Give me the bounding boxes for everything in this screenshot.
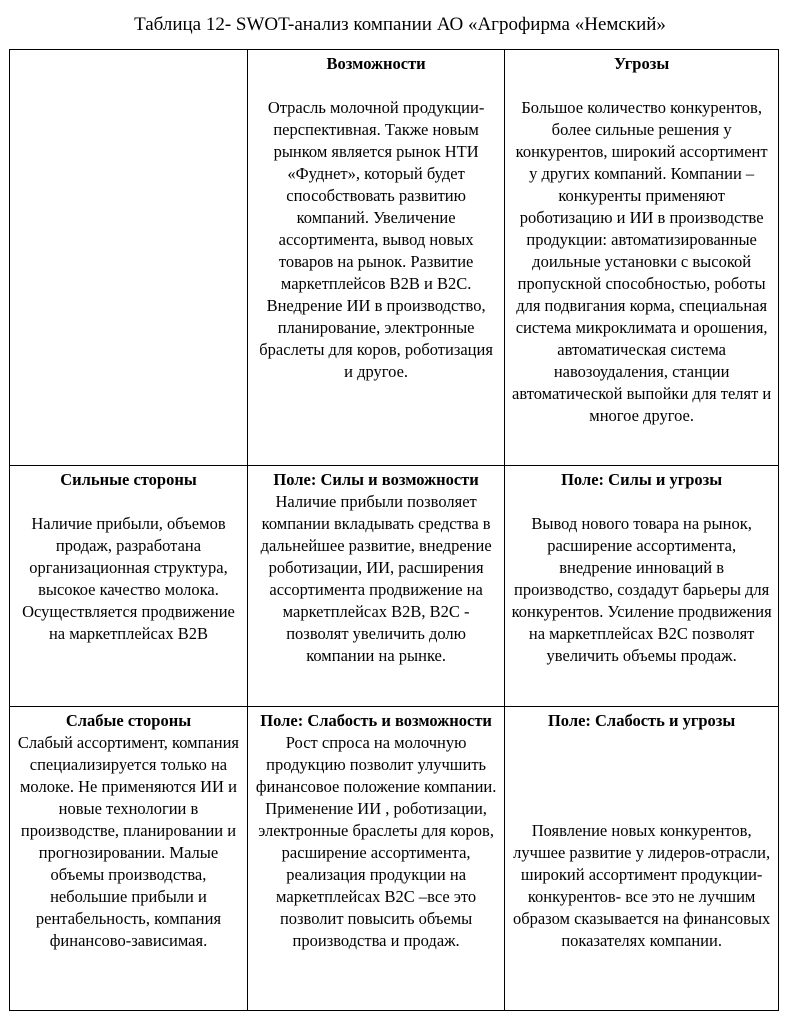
table-row-weaknesses — [10, 707, 779, 1011]
wo-heading: Поле: Слабость и возможности — [260, 711, 492, 730]
wt-heading: Поле: Слабость и угрозы — [547, 711, 736, 730]
wo-cell — [247, 707, 504, 1011]
table-caption: Таблица 12- SWOT-анализ компании АО «Агрофирма «Немский» — [134, 14, 666, 35]
opportunities-cell — [247, 50, 504, 466]
threats-text: Большое количество конкурентов, более сильные решения у конкурентов, широкий ассортимент у других компаний. Компании –конкуренты применяют роботизацию и ИИ в производстве продукции: автоматизированные доильные установки с высокой пропускной способностью, роботы для подвигания корма, специальная система микроклимата и орошения, автоматическая система навозоудаления, станции автоматической выпойки для телят и многое другое. — [512, 98, 772, 425]
so-heading: Поле: Силы и возможности — [273, 470, 479, 489]
so-cell — [247, 466, 504, 707]
weaknesses-cell — [10, 707, 248, 1011]
wt-text: Появление новых конкурентов, лучшее развитие у лидеров-отрасли, широкий ассортимент продукции- конкурентов- все это не лучшим образом сказывается на финансовых показателях компании. — [512, 821, 771, 950]
weaknesses-text: Слабый ассортимент, компания специализируется только на молоке. Не применяются ИИ и новые технологии в производстве, планировании и прогнозировании. Малые объемы производства, небольшие прибыли и рентабельность, компания финансово-зависимая. — [17, 733, 239, 950]
strengths-cell — [10, 466, 248, 707]
wt-cell — [505, 707, 779, 1011]
corner-cell — [10, 50, 248, 466]
strengths-heading: Сильные стороны — [60, 470, 197, 489]
table-row-strengths — [10, 466, 779, 707]
st-heading: Поле: Силы и угрозы — [561, 470, 723, 489]
weaknesses-heading: Слабые стороны — [65, 711, 192, 730]
st-cell — [505, 466, 779, 707]
st-text: Вывод нового товара на рынок, расширение ассортимента, внедрение инноваций в производство, создадут барьеры для конкурентов. Усиление продвижения на маркетплейсах B2C позволят увеличить объемы продаж. — [511, 514, 772, 665]
threats-cell — [505, 50, 779, 466]
opportunities-heading: Возможности — [326, 54, 426, 73]
wo-text: Рост спроса на молочную продукцию позволит улучшить финансовое положение компании. Применение ИИ , роботизации, электронные браслеты для коров, расширение ассортимента, реализация продукции на маркетплейсах B2C –все это позволит повысить объемы производства и продаж. — [255, 733, 497, 950]
strengths-text: Наличие прибыли, объемов продаж, разработана организационная структура, высокое качество молока. Осуществляется продвижение на маркетплейсах B2B — [22, 514, 235, 643]
opportunities-text: Отрасль молочной продукции- перспективная. Также новым рынком является рынок НТИ «Фуднет», который будет способствовать развитию компаний. Увеличение ассортимента, вывод новых товаров на рынок. Развитие маркетплейсов B2B и B2C. Внедрение ИИ в производство, планирование, электронные браслеты для коров, роботизация и другое. — [259, 98, 493, 381]
swot-table — [9, 49, 779, 1011]
so-text: Наличие прибыли позволяет компании вкладывать средства в дальнейшее развитие, внедрение роботизации, ИИ, расширения ассортимента продвижение на маркетплейсах B2B, B2C - позволят увеличить долю компании на рынке. — [260, 492, 492, 665]
table-row-header — [10, 50, 779, 466]
threats-heading: Угрозы — [614, 54, 670, 73]
